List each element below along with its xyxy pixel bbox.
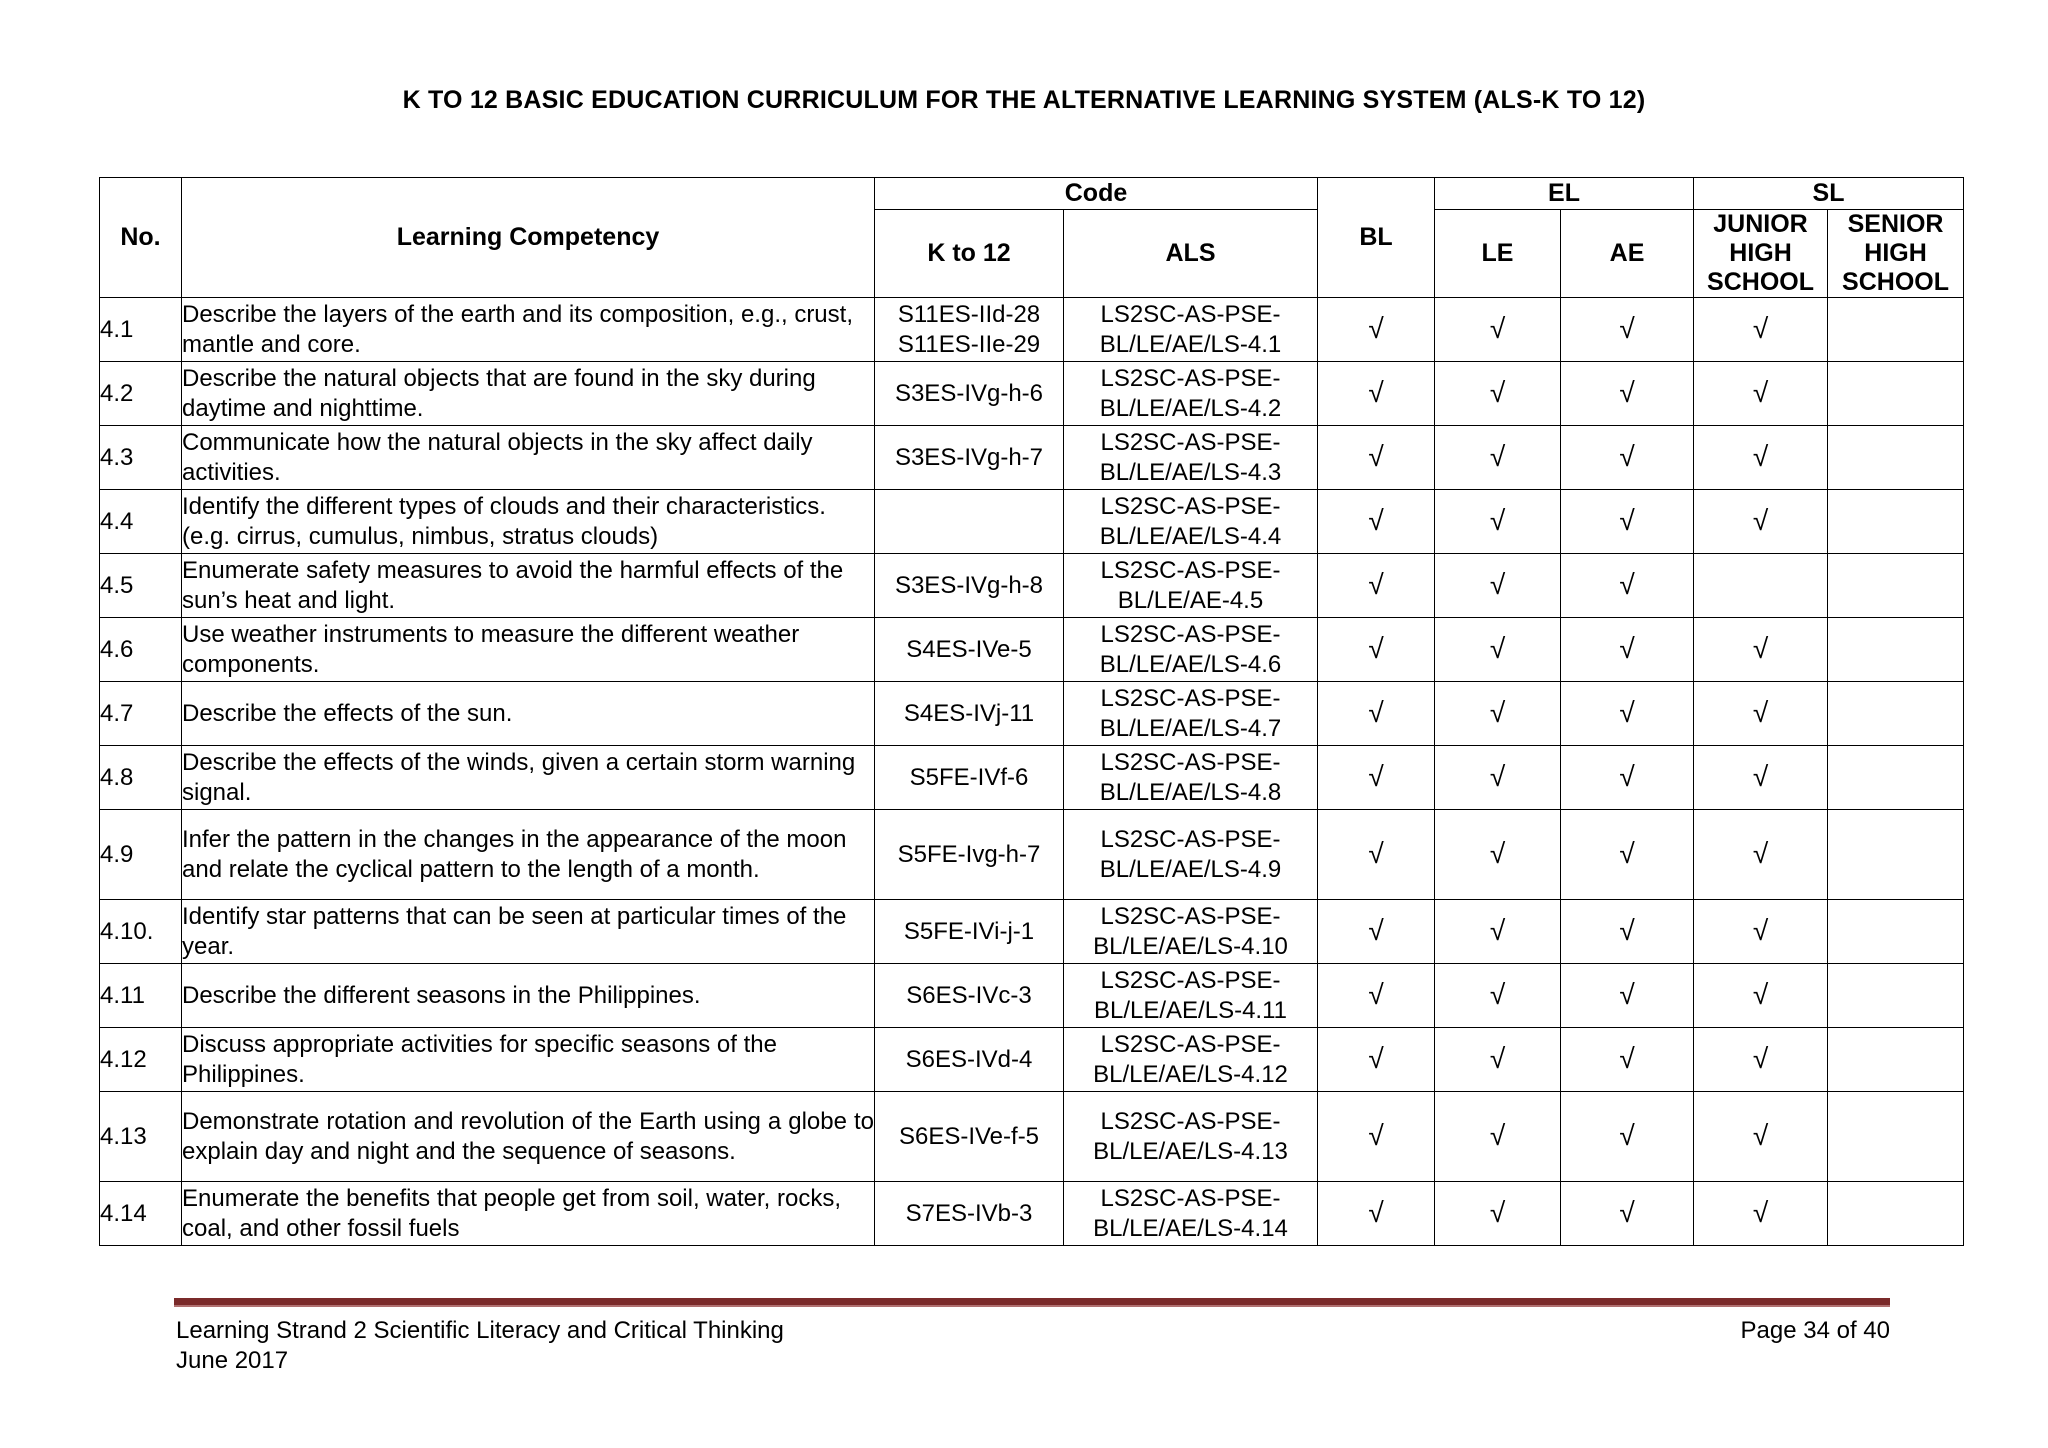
row-shs-check xyxy=(1828,746,1964,810)
row-no: 4.8 xyxy=(100,746,182,810)
row-bl-check: √ xyxy=(1318,810,1435,900)
row-ae-check: √ xyxy=(1561,1092,1694,1182)
row-ae-check: √ xyxy=(1561,746,1694,810)
row-bl-check: √ xyxy=(1318,1028,1435,1092)
row-als-code: LS2SC-AS-PSE-BL/LE/AE/LS-4.1 xyxy=(1064,298,1318,362)
row-shs-check xyxy=(1828,426,1964,490)
row-competency: Describe the effects of the sun. xyxy=(182,682,875,746)
row-le-check: √ xyxy=(1435,746,1561,810)
row-k12-code: S6ES-IVe-f-5 xyxy=(875,1092,1064,1182)
row-competency: Enumerate the benefits that people get from soil, water, rocks, coal, and other fossil fuels xyxy=(182,1182,875,1246)
row-k12-code: S3ES-IVg-h-6 xyxy=(875,362,1064,426)
row-le-check: √ xyxy=(1435,1182,1561,1246)
table-row xyxy=(100,426,1964,490)
row-als-code: LS2SC-AS-PSE-BL/LE/AE/LS-4.10 xyxy=(1064,900,1318,964)
row-k12-code: S6ES-IVc-3 xyxy=(875,964,1064,1028)
row-competency: Use weather instruments to measure the different weather components. xyxy=(182,618,875,682)
table-row xyxy=(100,810,1964,900)
header-shs: SENIOR HIGH SCHOOL xyxy=(1828,210,1964,298)
header-competency: Learning Competency xyxy=(182,178,875,298)
row-competency: Discuss appropriate activities for specific seasons of the Philippines. xyxy=(182,1028,875,1092)
row-k12-code: S4ES-IVj-11 xyxy=(875,682,1064,746)
row-jhs-check: √ xyxy=(1694,964,1828,1028)
row-shs-check xyxy=(1828,618,1964,682)
row-le-check: √ xyxy=(1435,362,1561,426)
row-no: 4.6 xyxy=(100,618,182,682)
row-competency: Describe the effects of the winds, given a certain storm warning signal. xyxy=(182,746,875,810)
row-jhs-check: √ xyxy=(1694,426,1828,490)
table-row xyxy=(100,618,1964,682)
row-shs-check xyxy=(1828,900,1964,964)
row-shs-check xyxy=(1828,298,1964,362)
row-ae-check: √ xyxy=(1561,426,1694,490)
row-no: 4.1 xyxy=(100,298,182,362)
row-als-code: LS2SC-AS-PSE-BL/LE/AE/LS-4.9 xyxy=(1064,810,1318,900)
row-jhs-check xyxy=(1694,554,1828,618)
footer-rule xyxy=(174,1298,1890,1307)
row-no: 4.11 xyxy=(100,964,182,1028)
row-bl-check: √ xyxy=(1318,1182,1435,1246)
row-bl-check: √ xyxy=(1318,964,1435,1028)
row-no: 4.3 xyxy=(100,426,182,490)
row-shs-check xyxy=(1828,1182,1964,1246)
row-no: 4.4 xyxy=(100,490,182,554)
row-competency: Describe the different seasons in the Philippines. xyxy=(182,964,875,1028)
row-jhs-check: √ xyxy=(1694,1182,1828,1246)
table-row xyxy=(100,964,1964,1028)
row-jhs-check: √ xyxy=(1694,362,1828,426)
row-bl-check: √ xyxy=(1318,618,1435,682)
row-competency: Describe the layers of the earth and its composition, e.g., crust, mantle and core. xyxy=(182,298,875,362)
row-le-check: √ xyxy=(1435,900,1561,964)
row-le-check: √ xyxy=(1435,298,1561,362)
table-row xyxy=(100,554,1964,618)
header-k12: K to 12 xyxy=(875,210,1064,298)
row-ae-check: √ xyxy=(1561,362,1694,426)
table-row xyxy=(100,1182,1964,1246)
row-k12-code xyxy=(875,490,1064,554)
row-k12-code: S11ES-IId-28 S11ES-IIe-29 xyxy=(875,298,1064,362)
row-als-code: LS2SC-AS-PSE-BL/LE/AE/LS-4.6 xyxy=(1064,618,1318,682)
row-no: 4.12 xyxy=(100,1028,182,1092)
row-ae-check: √ xyxy=(1561,964,1694,1028)
row-als-code: LS2SC-AS-PSE-BL/LE/AE/LS-4.3 xyxy=(1064,426,1318,490)
row-competency: Identify the different types of clouds and their characteristics. (e.g. cirrus, cumulus, nimbus, stratus clouds) xyxy=(182,490,875,554)
row-k12-code: S6ES-IVd-4 xyxy=(875,1028,1064,1092)
row-le-check: √ xyxy=(1435,1028,1561,1092)
row-als-code: LS2SC-AS-PSE-BL/LE/AE/LS-4.2 xyxy=(1064,362,1318,426)
row-bl-check: √ xyxy=(1318,1092,1435,1182)
footer-page: Page 34 of 40 xyxy=(1740,1317,1890,1344)
row-k12-code: S4ES-IVe-5 xyxy=(875,618,1064,682)
row-competency: Communicate how the natural objects in the sky affect daily activities. xyxy=(182,426,875,490)
row-shs-check xyxy=(1828,682,1964,746)
table-row xyxy=(100,1028,1964,1092)
row-als-code: LS2SC-AS-PSE-BL/LE/AE/LS-4.4 xyxy=(1064,490,1318,554)
row-k12-code: S3ES-IVg-h-8 xyxy=(875,554,1064,618)
header-bl: BL xyxy=(1318,178,1435,298)
row-no: 4.7 xyxy=(100,682,182,746)
row-ae-check: √ xyxy=(1561,1182,1694,1246)
competency-table xyxy=(99,177,1964,1246)
row-ae-check: √ xyxy=(1561,810,1694,900)
header-code: Code xyxy=(875,178,1318,210)
row-als-code: LS2SC-AS-PSE-BL/LE/AE/LS-4.7 xyxy=(1064,682,1318,746)
row-jhs-check: √ xyxy=(1694,298,1828,362)
row-jhs-check: √ xyxy=(1694,682,1828,746)
row-k12-code: S5FE-IVf-6 xyxy=(875,746,1064,810)
row-als-code: LS2SC-AS-PSE-BL/LE/AE/LS-4.12 xyxy=(1064,1028,1318,1092)
row-als-code: LS2SC-AS-PSE-BL/LE/AE/LS-4.11 xyxy=(1064,964,1318,1028)
row-bl-check: √ xyxy=(1318,746,1435,810)
row-competency: Identify star patterns that can be seen at particular times of the year. xyxy=(182,900,875,964)
row-ae-check: √ xyxy=(1561,682,1694,746)
row-no: 4.14 xyxy=(100,1182,182,1246)
row-no: 4.10. xyxy=(100,900,182,964)
header-el: EL xyxy=(1435,178,1694,210)
page-title: K TO 12 BASIC EDUCATION CURRICULUM FOR THE ALTERNATIVE LEARNING SYSTEM (ALS-K TO 12) xyxy=(402,86,1646,114)
row-jhs-check: √ xyxy=(1694,1092,1828,1182)
table-row xyxy=(100,362,1964,426)
row-le-check: √ xyxy=(1435,964,1561,1028)
row-shs-check xyxy=(1828,490,1964,554)
row-shs-check xyxy=(1828,1028,1964,1092)
row-bl-check: √ xyxy=(1318,682,1435,746)
row-ae-check: √ xyxy=(1561,554,1694,618)
row-shs-check xyxy=(1828,554,1964,618)
row-no: 4.5 xyxy=(100,554,182,618)
row-le-check: √ xyxy=(1435,618,1561,682)
row-k12-code: S7ES-IVb-3 xyxy=(875,1182,1064,1246)
header-jhs: JUNIOR HIGH SCHOOL xyxy=(1694,210,1828,298)
row-shs-check xyxy=(1828,1092,1964,1182)
row-bl-check: √ xyxy=(1318,490,1435,554)
row-competency: Describe the natural objects that are found in the sky during daytime and nighttime. xyxy=(182,362,875,426)
row-jhs-check: √ xyxy=(1694,746,1828,810)
row-competency: Enumerate safety measures to avoid the harmful effects of the sun’s heat and light. xyxy=(182,554,875,618)
row-competency: Demonstrate rotation and revolution of the Earth using a globe to explain day and night and the sequence of seasons. xyxy=(182,1092,875,1182)
header-ae: AE xyxy=(1561,210,1694,298)
footer-date: June 2017 xyxy=(176,1347,289,1374)
row-le-check: √ xyxy=(1435,682,1561,746)
row-bl-check: √ xyxy=(1318,298,1435,362)
row-k12-code: S5FE-Ivg-h-7 xyxy=(875,810,1064,900)
row-ae-check: √ xyxy=(1561,900,1694,964)
row-jhs-check: √ xyxy=(1694,900,1828,964)
row-le-check: √ xyxy=(1435,554,1561,618)
row-shs-check xyxy=(1828,362,1964,426)
row-als-code: LS2SC-AS-PSE-BL/LE/AE/LS-4.8 xyxy=(1064,746,1318,810)
row-no: 4.9 xyxy=(100,810,182,900)
row-k12-code: S3ES-IVg-h-7 xyxy=(875,426,1064,490)
row-als-code: LS2SC-AS-PSE-BL/LE/AE-4.5 xyxy=(1064,554,1318,618)
header-le: LE xyxy=(1435,210,1561,298)
row-als-code: LS2SC-AS-PSE-BL/LE/AE/LS-4.13 xyxy=(1064,1092,1318,1182)
row-le-check: √ xyxy=(1435,490,1561,554)
row-le-check: √ xyxy=(1435,1092,1561,1182)
table-row xyxy=(100,900,1964,964)
row-ae-check: √ xyxy=(1561,490,1694,554)
row-shs-check xyxy=(1828,964,1964,1028)
row-le-check: √ xyxy=(1435,426,1561,490)
row-shs-check xyxy=(1828,810,1964,900)
row-jhs-check: √ xyxy=(1694,618,1828,682)
table-row xyxy=(100,1092,1964,1182)
table-row xyxy=(100,490,1964,554)
table-header xyxy=(100,178,1964,298)
header-no: No. xyxy=(100,178,182,298)
table-row xyxy=(100,746,1964,810)
table-row xyxy=(100,682,1964,746)
row-jhs-check: √ xyxy=(1694,490,1828,554)
row-als-code: LS2SC-AS-PSE-BL/LE/AE/LS-4.14 xyxy=(1064,1182,1318,1246)
footer-left xyxy=(176,1316,784,1376)
header-sl: SL xyxy=(1694,178,1964,210)
row-jhs-check: √ xyxy=(1694,810,1828,900)
row-ae-check: √ xyxy=(1561,1028,1694,1092)
row-no: 4.2 xyxy=(100,362,182,426)
row-bl-check: √ xyxy=(1318,426,1435,490)
row-k12-code: S5FE-IVi-j-1 xyxy=(875,900,1064,964)
header-als: ALS xyxy=(1064,210,1318,298)
row-bl-check: √ xyxy=(1318,362,1435,426)
table-body xyxy=(100,298,1964,1246)
row-bl-check: √ xyxy=(1318,900,1435,964)
row-competency: Infer the pattern in the changes in the appearance of the moon and relate the cyclical pattern to the length of a month. xyxy=(182,810,875,900)
row-ae-check: √ xyxy=(1561,618,1694,682)
row-jhs-check: √ xyxy=(1694,1028,1828,1092)
row-no: 4.13 xyxy=(100,1092,182,1182)
table-row xyxy=(100,298,1964,362)
row-ae-check: √ xyxy=(1561,298,1694,362)
row-le-check: √ xyxy=(1435,810,1561,900)
row-bl-check: √ xyxy=(1318,554,1435,618)
footer-strand: Learning Strand 2 Scientific Literacy and Critical Thinking xyxy=(176,1317,784,1344)
